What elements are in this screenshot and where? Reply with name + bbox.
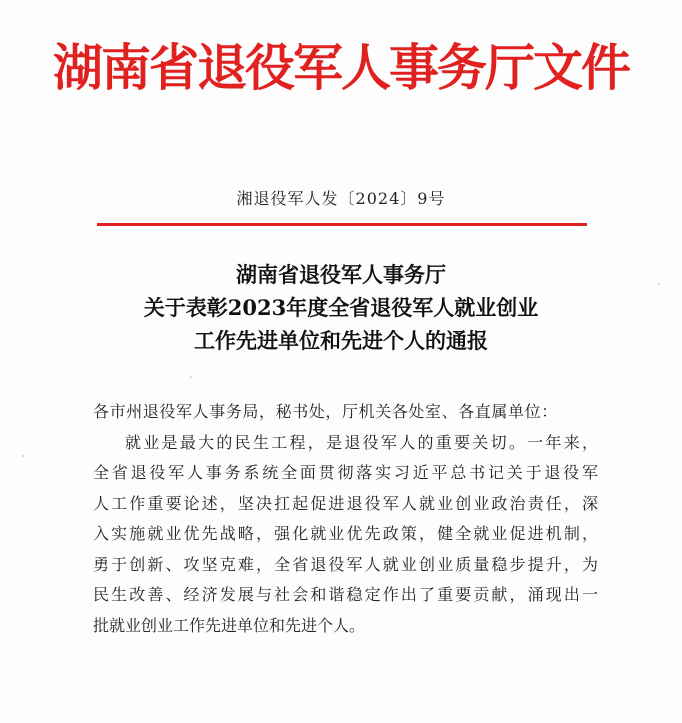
salutation: 各市州退役军人事务局，秘书处，厅机关各处室、各直属单位：	[93, 402, 558, 421]
paragraph-line: 全省退役军人事务系统全面贯彻落实习近平总书记关于退役军	[93, 463, 598, 482]
document-number: 湘退役军人发〔2024〕9号	[236, 189, 446, 208]
document-header-title: 湖南省退役军人事务厅文件	[53, 38, 629, 97]
subject-line-3: 工作先进单位和先进个人的通报	[194, 328, 488, 353]
paragraph-line: 人工作重要论述，坚决扛起促进退役军人就业创业政治责任，深	[93, 493, 598, 513]
paragraph-line: 批就业创业工作先进单位和先进个人。	[93, 615, 366, 635]
scan-speck	[22, 455, 24, 457]
scan-speck	[190, 376, 192, 378]
subject-line-1: 湖南省退役军人事务厅	[236, 262, 446, 287]
paragraph-line: 民生改善、经济发展与社会和谐稳定作出了重要贡献，涌现出一	[93, 585, 598, 604]
paragraph-line: 就业是最大的民生工程，是退役军人的重要关切。一年来，	[125, 432, 598, 452]
paragraph-line: 勇于创新、攻坚克难，全省退役军人就业创业质量稳步提升，为	[93, 554, 598, 574]
paragraph-line: 入实施就业优先战略，强化就业优先政策，健全就业促进机制，	[93, 524, 598, 543]
red-divider-line	[97, 223, 587, 226]
subject-line-2: 关于表彰2023年度全省退役军人就业创业	[143, 295, 539, 320]
scan-speck	[658, 283, 660, 285]
document-subject	[0, 258, 682, 357]
document-body	[93, 397, 598, 641]
